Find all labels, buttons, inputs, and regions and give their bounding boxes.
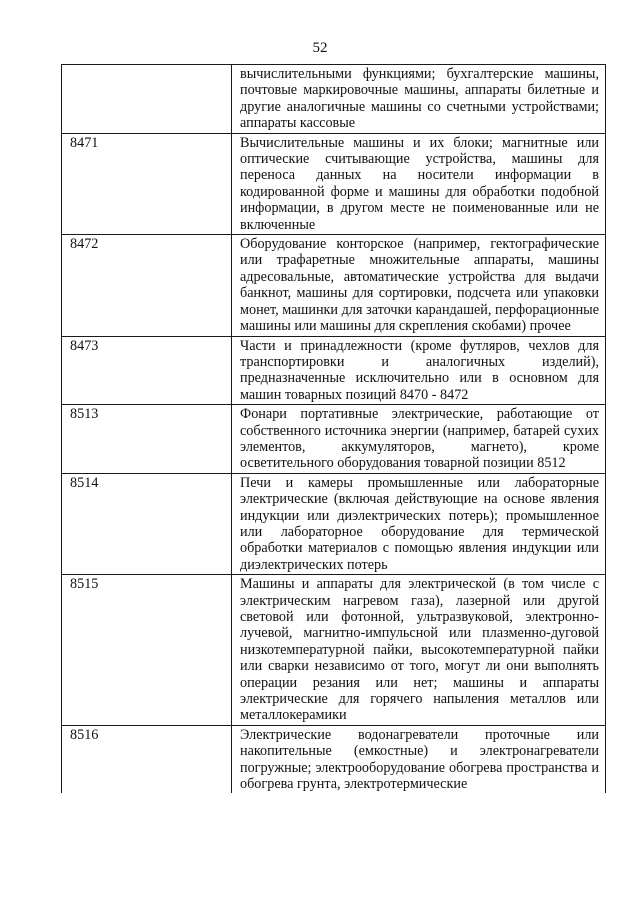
description-cell: Электрические водонагреватели проточные или накопительные (емкостные) и электронагреватели погружные; электрооборудование обогрева пространства и обогрева грунта, электротермические [232,725,606,793]
code-cell: 8471 [62,133,232,234]
table-row [62,473,606,574]
table-row [62,235,606,336]
table-row [62,575,606,726]
table-row [62,133,606,234]
table-row [62,725,606,793]
commodity-code-table [61,64,606,793]
code-cell: 8514 [62,473,232,574]
table-row [62,405,606,474]
description-cell: Машины и аппараты для электрической (в том числе с электрическим нагревом газа), лазерной или другой световой или фотонной, ультразвуковой, электронно-лучевой, магнитно-импульсной или плазменно-дуговой низкотемпературной пайки, высокотемпературной пайки или сварки независимо от того, могут ли они выполнять операции резания или нет; машины и аппараты электрические для горячего напыления металлов или металлокерамики [232,575,606,726]
table-row [62,336,606,405]
description-cell: Вычислительные машины и их блоки; магнитные или оптические считывающие устройства, машины для переноса данных на носители информации в кодированной форме и машины для обработки подобной информации, в другом месте не поименованные или не включенные [232,133,606,234]
code-cell: 8472 [62,235,232,336]
description-cell: Фонари портативные электрические, работающие от собственного источника энергии (например, батарей сухих элементов, аккумуляторов, магнето), кроме осветительного оборудования товарной позиции 8512 [232,405,606,474]
page-number: 52 [312,40,328,56]
description-cell: Части и принадлежности (кроме футляров, чехлов для транспортировки и аналогичных изделий), предназначенные исключительно или в основном для машин товарных позиций 8470 - 8472 [232,336,606,405]
code-cell: 8516 [62,725,232,793]
code-cell: 8473 [62,336,232,405]
table-row [62,65,606,134]
description-cell: вычислительными функциями; бухгалтерские машины, почтовые маркировочные машины, аппараты билетные и другие аналогичные машины со счетными устройствами; аппараты кассовые [232,65,606,134]
description-cell: Печи и камеры промышленные или лабораторные электрические (включая действующие на основе явления индукции или диэлектрических потерь); промышленное или лабораторное оборудование для термической обработки материалов с помощью явления индукции или диэлектрических потерь [232,473,606,574]
code-cell [62,65,232,134]
description-cell: Оборудование конторское (например, гектографические или трафаретные множительные аппараты, машины адресовальные, автоматические устройства для выдачи банкнот, машины для сортировки, подсчета или упаковки монет, машинки для заточки карандашей, перфорационные машины или машины для скрепления скобами) прочее [232,235,606,336]
code-cell: 8515 [62,575,232,726]
code-cell: 8513 [62,405,232,474]
